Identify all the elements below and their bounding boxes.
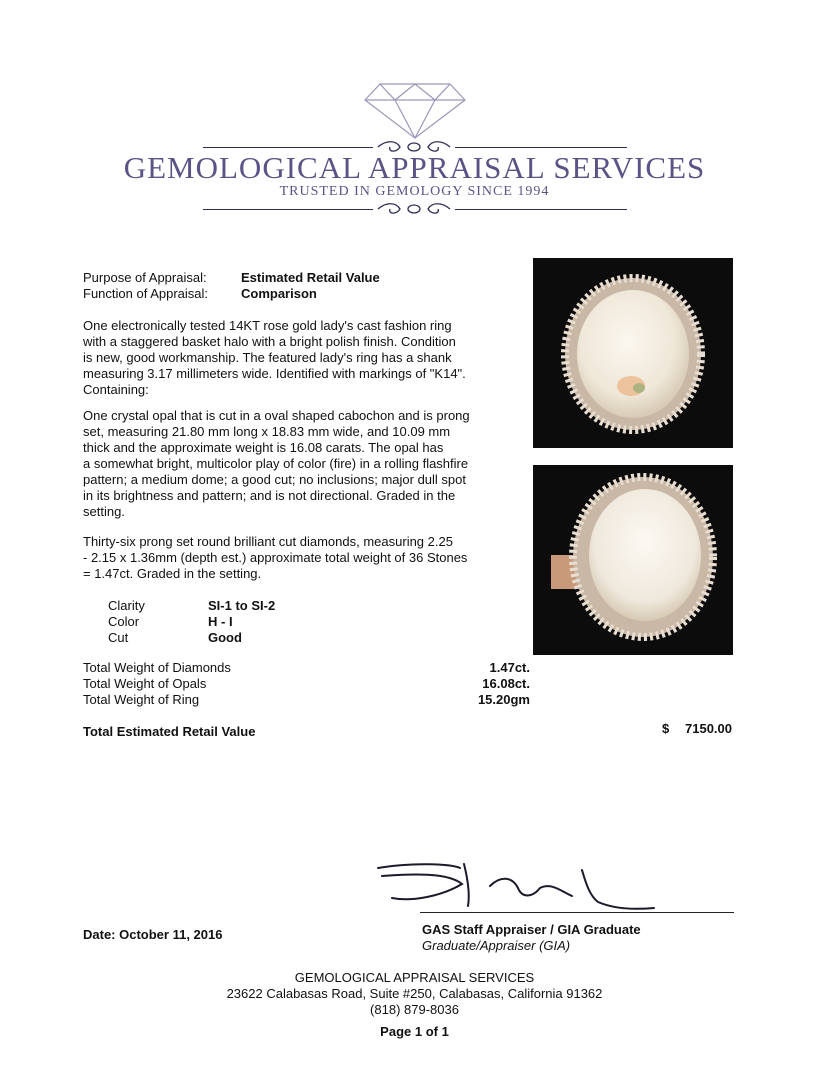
scroll-ornament-icon bbox=[376, 200, 452, 218]
total-label: Total Estimated Retail Value bbox=[83, 724, 256, 739]
weight-value-opals: 16.08ct. bbox=[482, 676, 530, 691]
description-line: is new, good workmanship. The featured lady's ring has a shank bbox=[83, 350, 452, 365]
weight-value-diamonds: 1.47ct. bbox=[489, 660, 530, 675]
signature-rule bbox=[420, 912, 734, 913]
function-label: Function of Appraisal: bbox=[83, 286, 209, 301]
ring-photo-top bbox=[533, 258, 733, 448]
function-value: Comparison bbox=[241, 286, 317, 301]
grade-value-clarity: SI-1 to SI-2 bbox=[208, 598, 276, 613]
footer-company: GEMOLOGICAL APPRAISAL SERVICES bbox=[294, 970, 535, 985]
footer-address: 23622 Calabasas Road, Suite #250, Calabasas, California 91362 bbox=[226, 986, 603, 1001]
page-number: Page 1 of 1 bbox=[380, 1024, 449, 1039]
description-line: measuring 3.17 millimeters wide. Identified with markings of "K14". bbox=[83, 366, 466, 381]
grade-label-color: Color bbox=[108, 614, 140, 629]
header-bottom-rule-right bbox=[455, 209, 627, 210]
appraisal-date: Date: October 11, 2016 bbox=[83, 927, 223, 942]
grade-label-cut: Cut bbox=[108, 630, 129, 645]
diamond-logo-icon bbox=[360, 78, 470, 140]
appraiser-title: GAS Staff Appraiser / GIA Graduate bbox=[422, 922, 641, 937]
opal-line: setting. bbox=[83, 504, 125, 519]
header-top-rule-right bbox=[455, 147, 627, 148]
appraiser-signature bbox=[372, 858, 662, 920]
header-top-rule-left bbox=[203, 147, 373, 148]
diamond-line: Thirty-six prong set round brilliant cut diamonds, measuring 2.25 bbox=[83, 534, 453, 549]
description-line: One electronically tested 14KT rose gold lady's cast fashion ring bbox=[83, 318, 452, 333]
description-line: with a staggered basket halo with a bright polish finish. Condition bbox=[83, 334, 456, 349]
opal-line: pattern; a medium dome; a good cut; no inclusions; major dull spot bbox=[83, 472, 466, 487]
grade-value-cut: Good bbox=[208, 630, 242, 645]
diamond-description bbox=[83, 534, 503, 582]
opal-line: One crystal opal that is cut in a oval shaped cabochon and is prong bbox=[83, 408, 470, 423]
weight-label-diamonds: Total Weight of Diamonds bbox=[83, 660, 231, 675]
diamond-line: = 1.47ct. Graded in the setting. bbox=[83, 566, 262, 581]
opal-line: in its brightness and pattern; and is not directional. Graded in the bbox=[83, 488, 456, 503]
brand-title: GEMOLOGICAL APPRAISAL SERVICES bbox=[123, 150, 706, 185]
footer-phone: (818) 879-8036 bbox=[370, 1002, 459, 1017]
diamond-line: - 2.15 x 1.36mm (depth est.) approximate total weight of 36 Stones bbox=[83, 550, 468, 565]
opal-description bbox=[83, 408, 503, 520]
ring-photo-side bbox=[533, 465, 733, 655]
grade-value-color: H - I bbox=[208, 614, 233, 629]
total-amount: 7150.00 bbox=[685, 721, 732, 736]
weight-label-opals: Total Weight of Opals bbox=[83, 676, 207, 691]
opal-line: a somewhat bright, multicolor play of color (fire) in a rolling flashfire bbox=[83, 456, 469, 471]
weight-label-ring: Total Weight of Ring bbox=[83, 692, 200, 707]
purpose-value: Estimated Retail Value bbox=[241, 270, 380, 285]
grade-label-clarity: Clarity bbox=[108, 598, 145, 613]
opal-line: thick and the approximate weight is 16.08 carats. The opal has bbox=[83, 440, 444, 455]
total-currency: $ bbox=[662, 721, 670, 736]
description-line: Containing: bbox=[83, 382, 149, 397]
ring-description bbox=[83, 318, 503, 398]
purpose-label: Purpose of Appraisal: bbox=[83, 270, 207, 285]
weight-value-ring: 15.20gm bbox=[477, 692, 530, 707]
appraiser-subtitle: Graduate/Appraiser (GIA) bbox=[422, 938, 571, 953]
header-bottom-rule-left bbox=[203, 209, 373, 210]
brand-tagline: TRUSTED IN GEMOLOGY SINCE 1994 bbox=[279, 184, 550, 199]
opal-line: set, measuring 21.80 mm long x 18.83 mm wide, and 10.09 mm bbox=[83, 424, 451, 439]
